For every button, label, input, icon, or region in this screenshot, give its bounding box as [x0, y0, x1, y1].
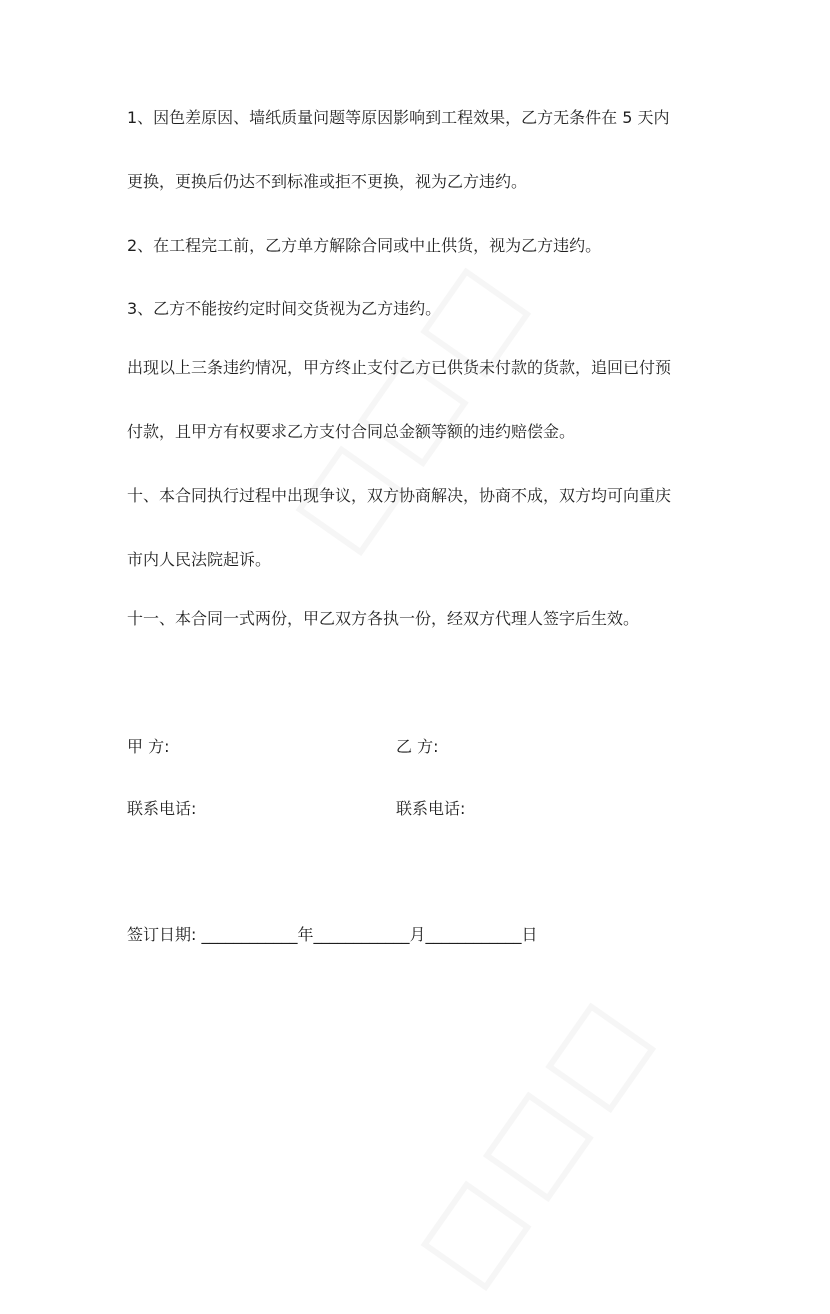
clause-1-line-2: 更换，更换后仍达不到标准或拒不更换，视为乙方违约。 [127, 172, 528, 191]
watermark [272, 239, 564, 579]
clause-3: 3、乙方不能按约定时间交货视为乙方违约。 [127, 299, 442, 318]
article-10-line-2: 市内人民法院起诉。 [127, 550, 272, 569]
signing-date-line: 签订日期: ____________年____________月____________日 [127, 925, 538, 944]
article-10-line-1: 十、本合同执行过程中出现争议，双方协商解决，协商不成，双方均可向重庆 [127, 486, 672, 505]
watermark [397, 974, 689, 1314]
breach-consequence-line-1: 出现以上三条违约情况，甲方终止支付乙方已供货未付款的货款，追回已付预 [127, 358, 672, 377]
party-a-phone-label: 联系电话: [127, 799, 197, 818]
article-11: 十一、本合同一式两份，甲乙双方各执一份，经双方代理人签字后生效。 [127, 609, 640, 628]
party-b-label: 乙 方: [396, 737, 439, 756]
party-b-phone-label: 联系电话: [396, 799, 466, 818]
breach-consequence-line-2: 付款，且甲方有权要求乙方支付合同总金额等额的违约赔偿金。 [127, 422, 576, 441]
party-a-label: 甲 方: [127, 737, 170, 756]
clause-1-line-1: 1、因色差原因、墙纸质量问题等原因影响到工程效果，乙方无条件在 5 天内 [127, 108, 670, 127]
clause-2: 2、在工程完工前，乙方单方解除合同或中止供货，视为乙方违约。 [127, 236, 602, 255]
